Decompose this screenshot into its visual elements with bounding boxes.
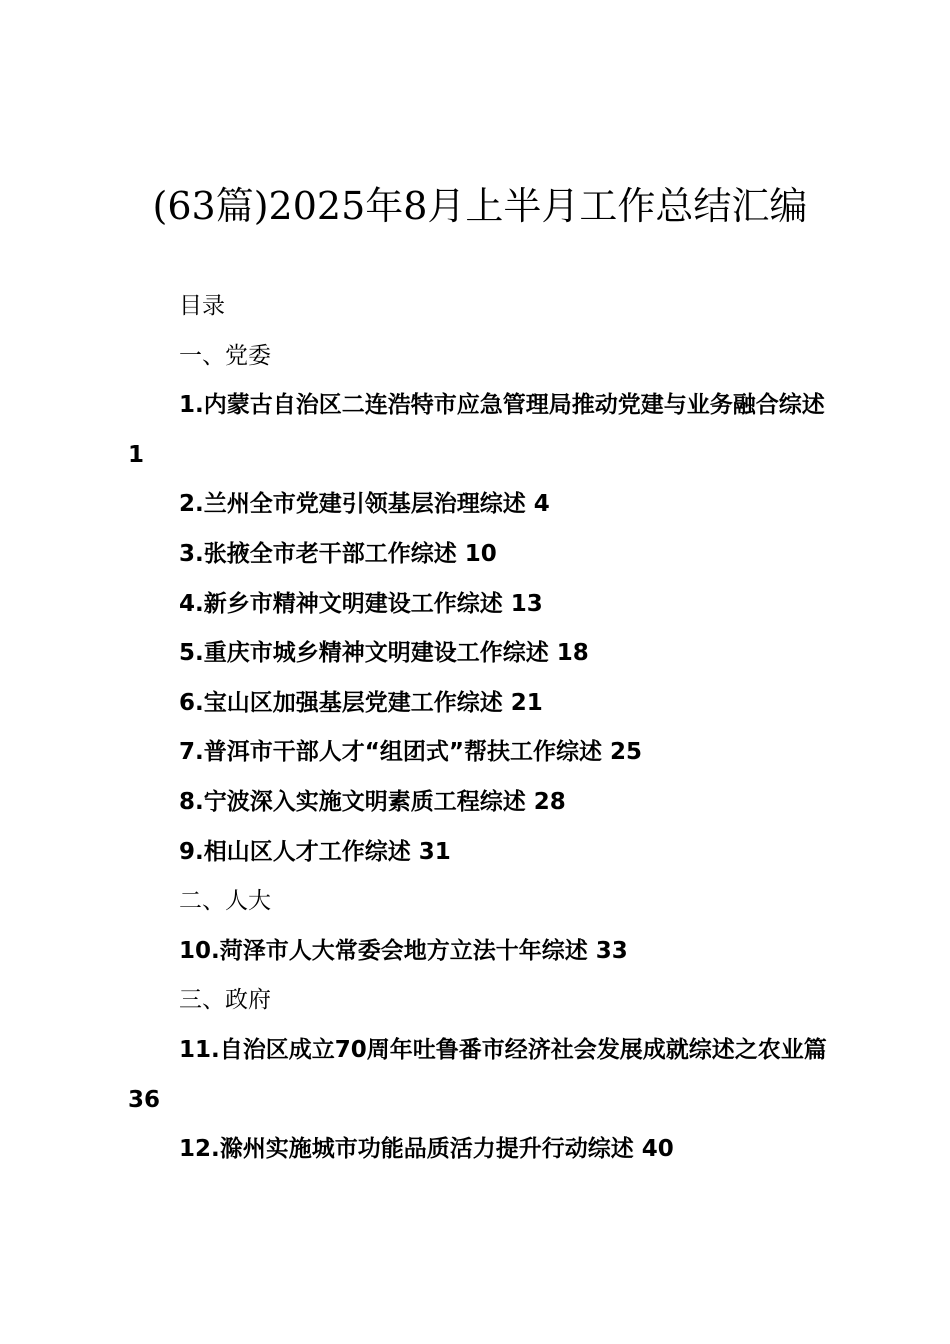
toc-heading: 目录: [179, 293, 225, 319]
toc-entry: 3.张掖全市老干部工作综述 10: [179, 540, 497, 567]
toc-entry: 11.自治区成立70周年吐鲁番市经济社会发展成就综述之农业篇 36: [128, 1036, 827, 1113]
toc-entry: 9.相山区人才工作综述 31: [179, 838, 451, 865]
toc-entry: 2.兰州全市党建引领基层治理综述 4: [179, 491, 550, 518]
table-of-contents: [128, 282, 838, 1175]
toc-entry: 4.新乡市精神文明建设工作综述 13: [179, 590, 543, 617]
toc-entry: 8.宁波深入实施文明素质工程综述 28: [179, 788, 566, 815]
section-heading: 三、政府: [179, 987, 271, 1014]
toc-entry: 10.菏泽市人大常委会地方立法十年综述 33: [179, 937, 628, 964]
section-heading: 一、党委: [179, 342, 271, 369]
toc-entry: 7.普洱市干部人才“组团式”帮扶工作综述 25: [179, 739, 642, 766]
toc-entry: 6.宝山区加强基层党建工作综述 21: [179, 689, 543, 716]
toc-entry: 1.内蒙古自治区二连浩特市应急管理局推动党建与业务融合综述 1: [128, 392, 825, 468]
toc-entry: 5.重庆市城乡精神文明建设工作综述 18: [179, 640, 589, 667]
section-heading: 二、人大: [179, 888, 271, 915]
toc-entry: 12.滁州实施城市功能品质活力提升行动综述 40: [179, 1136, 674, 1163]
document-title: (63篇)2025年8月上半月工作总结汇编: [152, 184, 808, 228]
